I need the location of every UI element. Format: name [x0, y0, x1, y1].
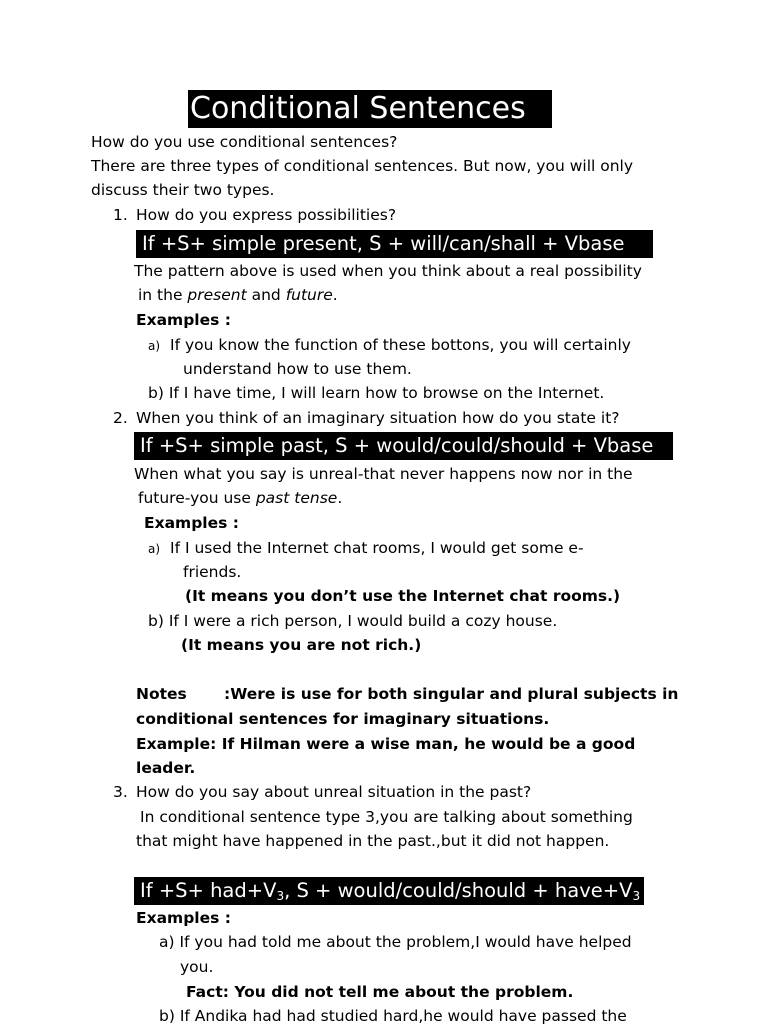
section-2-number: 2.: [113, 409, 128, 427]
section-1-examples-label: Examples :: [136, 311, 231, 329]
section-3-example-a-line-2: you.: [180, 958, 214, 976]
section-2-desc-2: future-you use past tense.: [138, 489, 343, 507]
notes-example-2: leader.: [136, 759, 196, 777]
intro-line-3: discuss their two types.: [91, 181, 275, 199]
section-3-question: How do you say about unreal situation in the past?: [136, 783, 532, 801]
section-1-example-a-line-1: If you know the function of these bottons, you will certainly: [170, 336, 631, 354]
section-3-example-a-line-1: a) If you had told me about the problem,I would have helped: [159, 933, 632, 951]
section-3-desc-1: In conditional sentence type 3,you are talking about something: [140, 808, 633, 826]
notes-example-1: Example: If Hilman were a wise man, he would be a good: [136, 735, 636, 753]
notes-label: Notes: [136, 685, 187, 703]
section-2-question: When you think of an imaginary situation how do you state it?: [136, 409, 620, 427]
section-2-desc-1: When what you say is unreal-that never happens now nor in the: [134, 465, 633, 483]
section-1-example-a-line-2: understand how to use them.: [183, 360, 412, 378]
section-1-formula: If +S+ simple present, S + will/can/shall + Vbase: [136, 230, 653, 258]
notes-text-2: conditional sentences for imaginary situations.: [136, 710, 550, 728]
page-title: Conditional Sentences: [188, 90, 552, 128]
section-2-example-a-marker: a): [148, 542, 161, 556]
section-3-examples-label: Examples :: [136, 909, 231, 927]
section-2-example-a-line-1: If I used the Internet chat rooms, I would get some e-: [170, 539, 584, 557]
section-3-example-b-line-1: b) If Andika had had studied hard,he would have passed the: [159, 1007, 627, 1025]
section-1-desc-2: in the present and future.: [138, 286, 338, 304]
section-2-examples-label: Examples :: [144, 514, 239, 532]
intro-line-2: There are three types of conditional sentences. But now, you will only: [91, 157, 634, 175]
section-3-formula: $If +S+ had+V_3$, S + would/could/should + $have+V_3$: [134, 877, 644, 905]
section-1-example-b: b) If I have time, I will learn how to browse on the Internet.: [148, 384, 605, 402]
section-2-example-a-line-2: friends.: [183, 563, 242, 581]
notes-text-1: :Were is use for both singular and plural subjects in: [224, 685, 679, 703]
section-2-example-b: b) If I were a rich person, I would build a cozy house.: [148, 612, 558, 630]
section-3-number: 3.: [113, 783, 128, 801]
section-1-desc-1: The pattern above is used when you think about a real possibility: [134, 262, 642, 280]
intro-line-1: How do you use conditional sentences?: [91, 133, 398, 151]
section-1-question: How do you express possibilities?: [136, 206, 397, 224]
section-2-example-b-note: (It means you are not rich.): [181, 636, 422, 654]
section-2-formula: If +S+ simple past, S + would/could/should + Vbase: [134, 432, 673, 460]
future-word: future: [285, 286, 333, 304]
present-word: present: [187, 286, 247, 304]
section-1-example-a-marker: a): [148, 339, 161, 353]
past-tense-word: past tense: [255, 489, 338, 507]
section-3-desc-2: that might have happened in the past.,but it did not happen.: [136, 832, 610, 850]
section-2-example-a-note: (It means you don’t use the Internet chat rooms.): [185, 587, 621, 605]
section-1-number: 1.: [113, 206, 128, 224]
section-3-example-a-fact: Fact: You did not tell me about the problem.: [186, 983, 574, 1001]
